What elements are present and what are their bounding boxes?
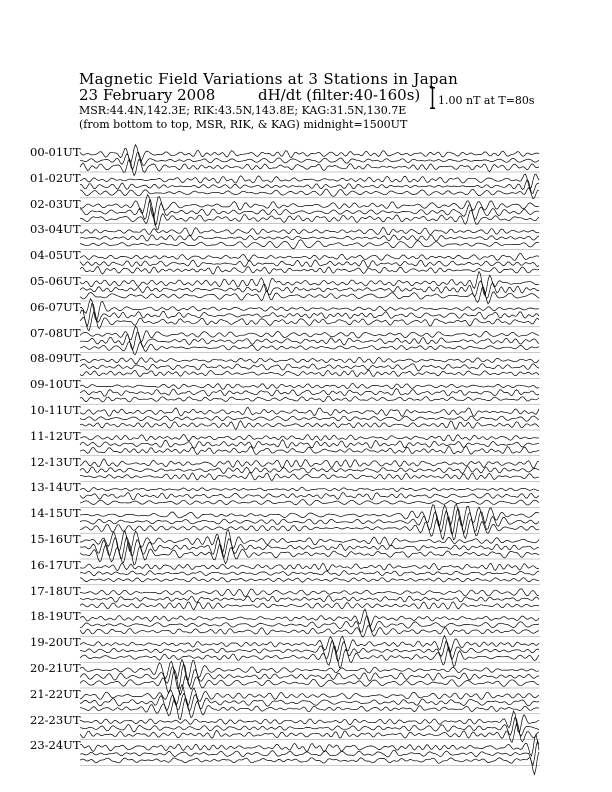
trace-kag-07-08UT	[80, 326, 539, 342]
row-label: 03-04UT	[30, 222, 81, 237]
chart-title: Magnetic Field Variations at 3 Stations in Japan	[79, 70, 459, 88]
trace-rik-19-20UT	[80, 641, 539, 662]
trace-msr-02-03UT	[80, 207, 539, 229]
row-label: 18-19UT	[30, 609, 81, 624]
station-order-note: (from bottom to top, MSR, RIK, & KAG) midnight=1500UT	[79, 118, 408, 131]
trace-msr-09-10UT	[80, 396, 539, 402]
row-label: 00-01UT	[30, 145, 81, 159]
trace-rik-20-21UT	[80, 664, 539, 689]
row-label: 11-12UT	[30, 428, 81, 443]
trace-kag-10-11UT	[80, 407, 539, 416]
trace-kag-22-23UT	[80, 711, 539, 733]
trace-kag-18-19UT	[80, 609, 539, 625]
trace-rik-06-07UT	[80, 303, 539, 326]
trace-msr-23-24UT	[80, 752, 539, 775]
trace-msr-08-09UT	[80, 370, 539, 376]
trace-kag-20-21UT	[80, 660, 539, 681]
trace-rik-10-11UT	[80, 416, 539, 421]
trace-rik-12-13UT	[80, 467, 539, 474]
row-label: 17-18UT	[30, 583, 81, 598]
trace-rik-08-09UT	[80, 364, 539, 371]
trace-msr-12-13UT	[80, 473, 539, 481]
trace-kag-06-07UT	[80, 299, 539, 321]
row-label: 12-13UT	[30, 454, 81, 469]
trace-msr-06-07UT	[80, 312, 539, 331]
trace-kag-02-03UT	[80, 195, 539, 218]
row-label: 04-05UT	[30, 248, 81, 263]
row-label: 14-15UT	[30, 506, 81, 521]
row-label: 07-08UT	[30, 325, 81, 340]
row-label: 16-17UT	[30, 557, 81, 572]
trace-kag-04-05UT	[80, 254, 539, 261]
trace-rik-04-05UT	[80, 260, 539, 268]
row-label: 09-10UT	[30, 377, 81, 392]
chart-date: 23 February 2008	[79, 86, 216, 104]
row-label: 19-20UT	[30, 635, 81, 650]
row-label: 08-09UT	[30, 351, 81, 366]
trace-kag-03-04UT	[80, 227, 539, 235]
trace-rik-09-10UT	[80, 389, 539, 397]
row-label: 21-22UT	[30, 686, 81, 701]
row-label: 10-11UT	[30, 403, 81, 417]
trace-msr-14-15UT	[80, 517, 539, 540]
row-label: 05-06UT	[30, 274, 81, 288]
trace-msr-20-21UT	[80, 670, 539, 695]
trace-kag-09-10UT	[80, 383, 539, 389]
trace-msr-17-18UT	[80, 602, 539, 610]
trace-msr-15-16UT	[80, 543, 539, 565]
row-label: 02-03UT	[30, 196, 81, 211]
trace-kag-16-17UT	[80, 563, 539, 571]
row-label: 22-23UT	[30, 712, 81, 727]
trace-rik-17-18UT	[80, 596, 539, 603]
scale-label: 1.00 nT at T=80s	[438, 94, 535, 107]
trace-msr-16-17UT	[80, 578, 539, 583]
row-label: 13-14UT	[30, 480, 81, 495]
trace-kag-13-14UT	[80, 487, 539, 491]
trace-kag-08-09UT	[80, 357, 539, 364]
row-label: 01-02UT	[30, 170, 81, 185]
trace-msr-18-19UT	[80, 626, 539, 637]
trace-msr-03-04UT	[80, 240, 539, 249]
row-label: 23-24UT	[30, 738, 81, 753]
trace-kag-17-18UT	[80, 589, 539, 597]
trace-msr-13-14UT	[80, 500, 539, 506]
trace-msr-10-11UT	[80, 421, 539, 430]
trace-kag-11-12UT	[80, 434, 539, 441]
trace-kag-19-20UT	[80, 636, 539, 653]
trace-msr-19-20UT	[80, 646, 539, 668]
trace-rik-16-17UT	[80, 571, 539, 576]
trace-msr-05-06UT	[80, 287, 539, 304]
trace-rik-15-16UT	[80, 537, 539, 559]
trace-rik-13-14UT	[80, 492, 539, 499]
trace-msr-11-12UT	[80, 446, 539, 454]
trace-msr-04-05UT	[80, 266, 539, 274]
row-label: 15-16UT	[30, 532, 81, 546]
trace-rik-03-04UT	[80, 235, 539, 241]
filter-label: dH/dt (filter:40-160s)	[258, 86, 421, 104]
station-coordinates: MSR:44.4N,142.3E; RIK:43.5N,143.8E; KAG:31.5N,130.7E	[79, 104, 407, 117]
row-label: 06-07UT	[30, 299, 81, 314]
trace-kag-12-13UT	[80, 459, 539, 468]
row-label: 20-21UT	[30, 661, 81, 675]
